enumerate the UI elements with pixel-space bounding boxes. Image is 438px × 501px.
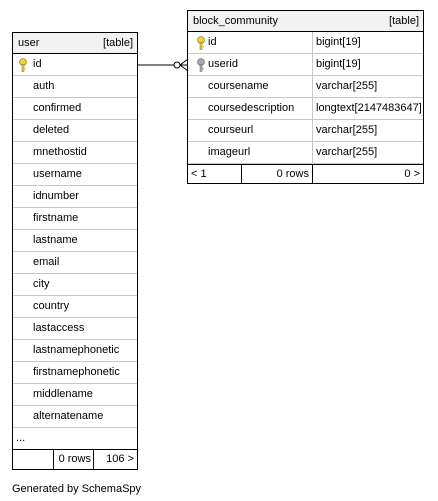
- user-column-name[interactable]: email: [33, 256, 60, 268]
- user-column-name[interactable]: alternatename: [33, 410, 104, 422]
- user-row-count: 0 rows: [53, 450, 93, 469]
- block-column-type: bigint[19]: [316, 36, 361, 48]
- block-column-name[interactable]: userid: [208, 58, 238, 70]
- block-column-type: varchar[255]: [316, 146, 378, 158]
- block-column-name[interactable]: imageurl: [208, 146, 251, 158]
- block-column-type: varchar[255]: [316, 124, 378, 136]
- user-column-name[interactable]: lastnamephonetic: [33, 344, 120, 356]
- user-column-name[interactable]: firstnamephonetic: [33, 366, 120, 378]
- user-column-name[interactable]: username: [33, 168, 82, 180]
- block-children-link[interactable]: 0 >: [312, 165, 423, 184]
- block-column-type: longtext[2147483647]: [316, 102, 422, 114]
- user-children-link[interactable]: 106 >: [93, 450, 137, 469]
- user-ellipsis: ...: [16, 432, 26, 444]
- block-community-tag: [table]: [389, 15, 419, 27]
- block-column-name[interactable]: coursename: [208, 80, 269, 92]
- user-column-name[interactable]: lastname: [33, 234, 78, 246]
- block-column-type: varchar[255]: [316, 80, 378, 92]
- user-column-name[interactable]: middlename: [33, 388, 93, 400]
- user-column-name[interactable]: idnumber: [33, 190, 79, 202]
- block-row-count: 0 rows: [241, 165, 312, 184]
- user-column-name[interactable]: auth: [33, 80, 55, 92]
- user-table-tag: [table]: [103, 37, 133, 49]
- block-column-name[interactable]: coursedescription: [208, 102, 295, 114]
- user-column-name[interactable]: lastaccess: [33, 322, 85, 334]
- block-column-type: bigint[19]: [316, 58, 361, 70]
- user-table-name[interactable]: user: [18, 37, 40, 49]
- user-column-name[interactable]: deleted: [33, 124, 70, 136]
- user-column-name[interactable]: confirmed: [33, 102, 82, 114]
- connector-zero-marker: [174, 62, 180, 68]
- crow-foot-lower: [180, 65, 188, 71]
- generated-by-label: Generated by SchemaSpy: [12, 483, 142, 495]
- user-column-name[interactable]: mnethostid: [33, 146, 87, 158]
- user-column-name[interactable]: city: [33, 278, 50, 290]
- block-column-name[interactable]: id: [208, 36, 217, 48]
- user-column-name[interactable]: id: [33, 58, 42, 70]
- block-column-name[interactable]: courseurl: [208, 124, 254, 136]
- user-column-name[interactable]: country: [33, 300, 70, 312]
- crow-foot-upper: [180, 59, 188, 65]
- block-parents-link[interactable]: < 1: [191, 167, 207, 180]
- user-column-name[interactable]: firstname: [33, 212, 79, 224]
- block-community-name[interactable]: block_community: [193, 15, 278, 27]
